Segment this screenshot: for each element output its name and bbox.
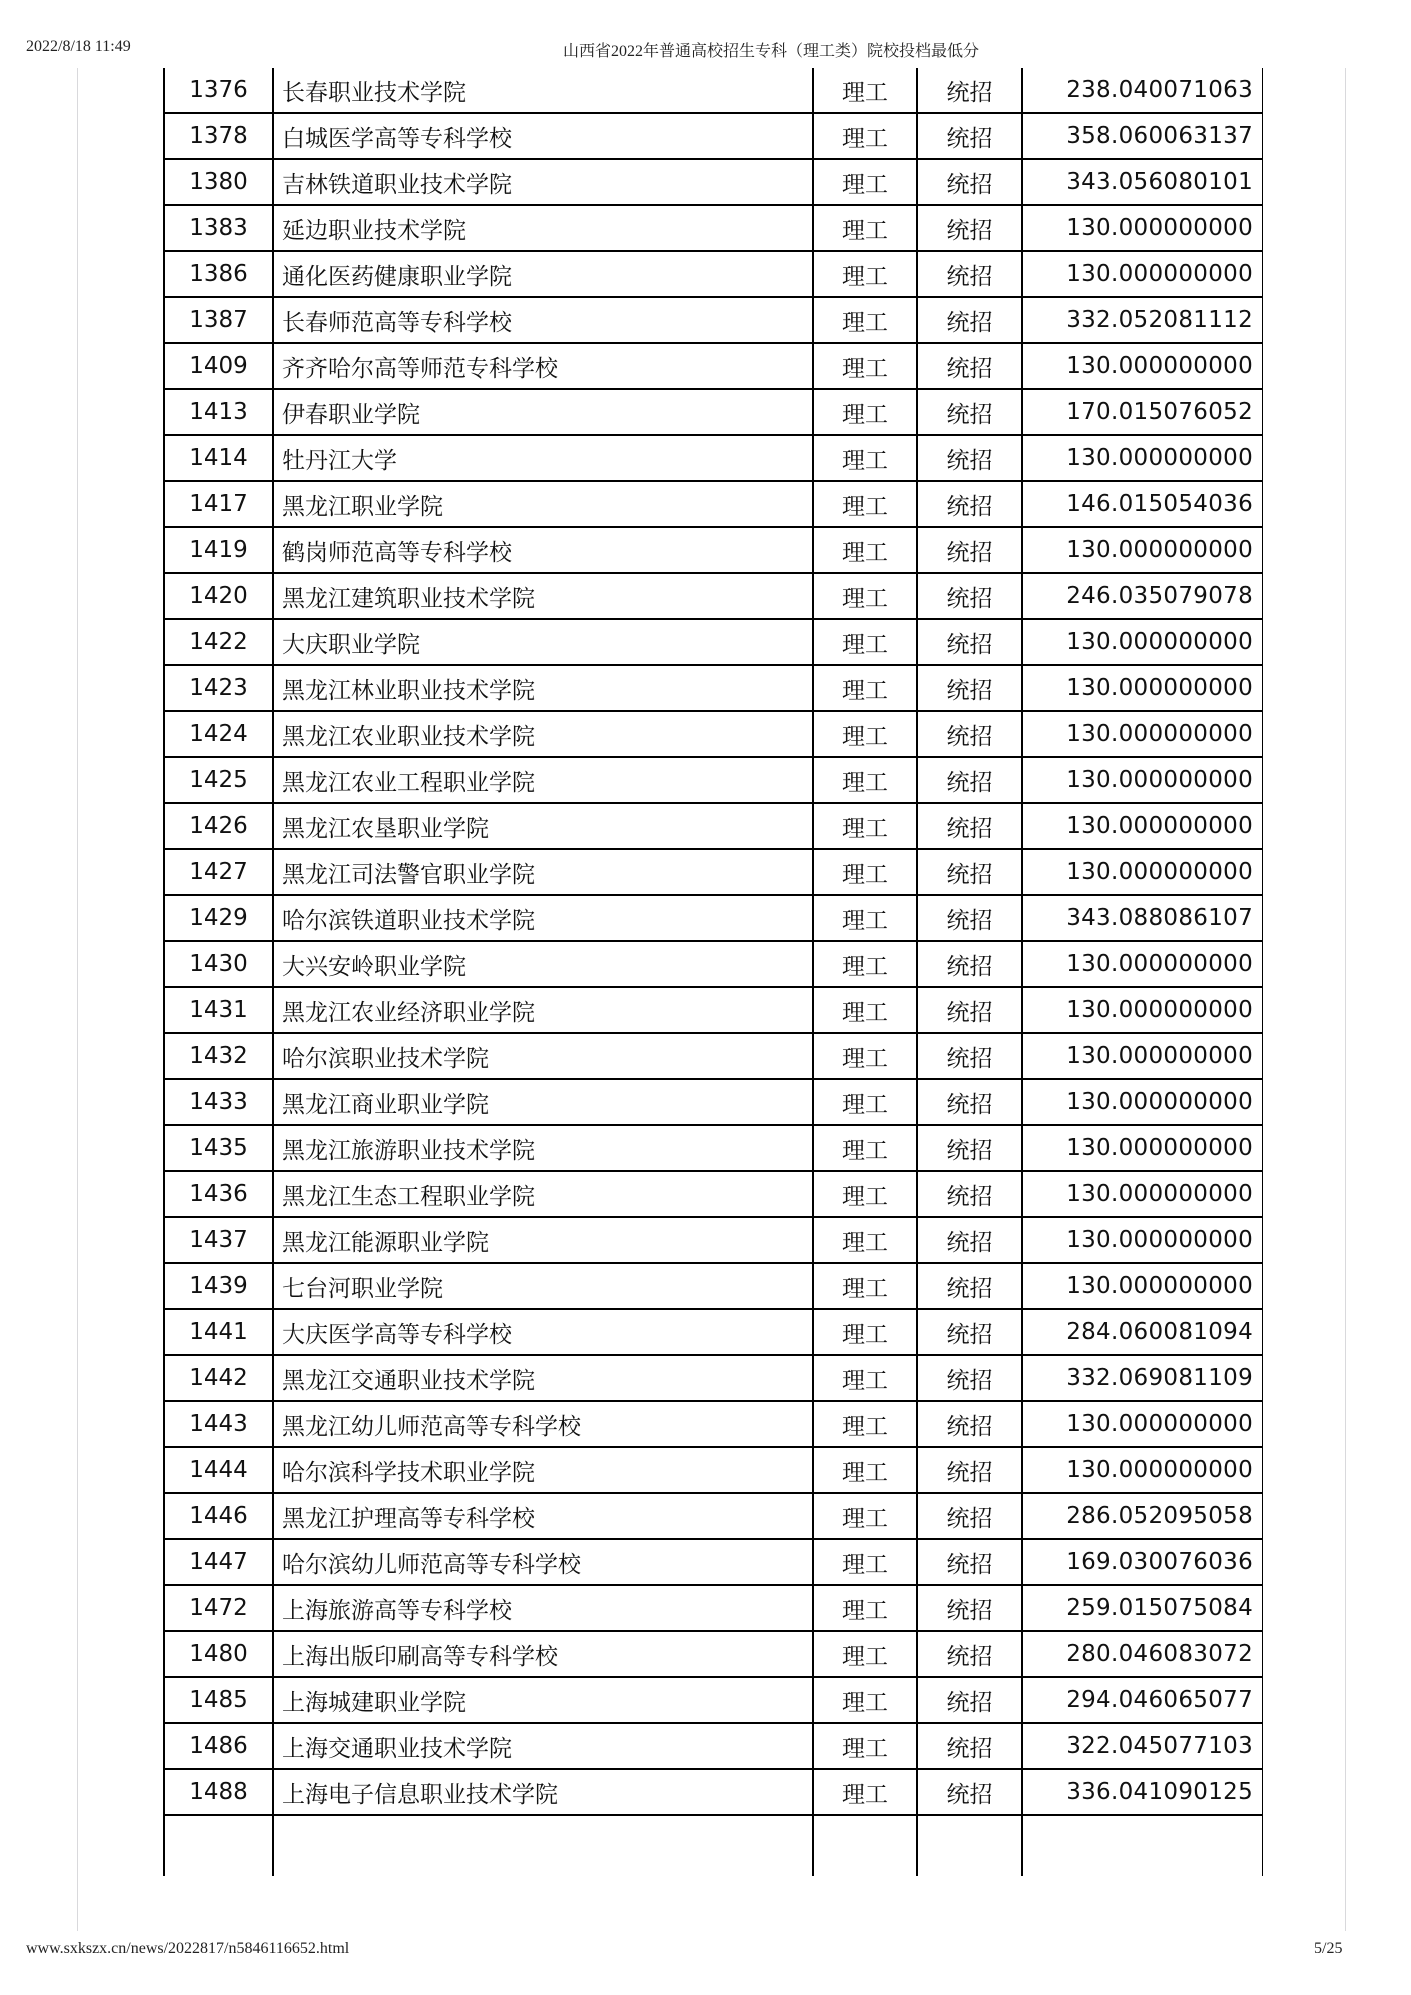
subject-type: 理工 <box>813 527 917 573</box>
min-score: 130.000000000 <box>1022 1447 1263 1493</box>
table-row-continued <box>164 1815 1263 1876</box>
page-margin-right <box>1345 68 1346 1931</box>
subject-type: 理工 <box>813 941 917 987</box>
min-score: 238.040071063 <box>1022 68 1263 113</box>
min-score: 284.060081094 <box>1022 1309 1263 1355</box>
table-row <box>164 1723 1263 1769</box>
enrollment-mode: 统招 <box>917 1401 1022 1447</box>
school-name: 上海城建职业学院 <box>273 1677 813 1723</box>
school-code: 1431 <box>164 987 273 1033</box>
subject-type: 理工 <box>813 1079 917 1125</box>
subject-type: 理工 <box>813 1493 917 1539</box>
min-score: 343.056080101 <box>1022 159 1263 205</box>
school-code: 1413 <box>164 389 273 435</box>
school-code: 1423 <box>164 665 273 711</box>
school-code: 1420 <box>164 573 273 619</box>
min-score: 130.000000000 <box>1022 757 1263 803</box>
min-score: 130.000000000 <box>1022 619 1263 665</box>
subject-type: 理工 <box>813 619 917 665</box>
min-score: 130.000000000 <box>1022 251 1263 297</box>
enrollment-mode: 统招 <box>917 1309 1022 1355</box>
min-score: 130.000000000 <box>1022 711 1263 757</box>
school-code: 1426 <box>164 803 273 849</box>
min-score: 130.000000000 <box>1022 205 1263 251</box>
table-row <box>164 159 1263 205</box>
school-name: 黑龙江能源职业学院 <box>273 1217 813 1263</box>
school-code: 1446 <box>164 1493 273 1539</box>
school-code: 1387 <box>164 297 273 343</box>
enrollment-mode: 统招 <box>917 113 1022 159</box>
subject-type: 理工 <box>813 1309 917 1355</box>
school-name: 通化医药健康职业学院 <box>273 251 813 297</box>
table-row <box>164 251 1263 297</box>
school-name: 牡丹江大学 <box>273 435 813 481</box>
page-margin-left <box>77 68 78 1931</box>
subject-type: 理工 <box>813 987 917 1033</box>
subject-type: 理工 <box>813 481 917 527</box>
table-row <box>164 849 1263 895</box>
enrollment-mode: 统招 <box>917 1217 1022 1263</box>
table-row <box>164 1033 1263 1079</box>
school-code: 1443 <box>164 1401 273 1447</box>
empty-cell <box>917 1815 1022 1876</box>
table-row <box>164 297 1263 343</box>
subject-type: 理工 <box>813 159 917 205</box>
table-row <box>164 1263 1263 1309</box>
table-row <box>164 343 1263 389</box>
table-row <box>164 711 1263 757</box>
min-score: 130.000000000 <box>1022 435 1263 481</box>
subject-type: 理工 <box>813 1033 917 1079</box>
min-score: 336.041090125 <box>1022 1769 1263 1815</box>
table-body <box>164 68 1263 1876</box>
enrollment-mode: 统招 <box>917 527 1022 573</box>
enrollment-mode: 统招 <box>917 1723 1022 1769</box>
table-row <box>164 1539 1263 1585</box>
school-name: 黑龙江职业学院 <box>273 481 813 527</box>
min-score: 130.000000000 <box>1022 849 1263 895</box>
min-score: 358.060063137 <box>1022 113 1263 159</box>
school-name: 白城医学高等专科学校 <box>273 113 813 159</box>
min-score: 343.088086107 <box>1022 895 1263 941</box>
table-row <box>164 803 1263 849</box>
table-row <box>164 573 1263 619</box>
school-code: 1386 <box>164 251 273 297</box>
subject-type: 理工 <box>813 1447 917 1493</box>
enrollment-mode: 统招 <box>917 803 1022 849</box>
enrollment-mode: 统招 <box>917 1585 1022 1631</box>
table-row <box>164 1309 1263 1355</box>
enrollment-mode: 统招 <box>917 1493 1022 1539</box>
table-row <box>164 1079 1263 1125</box>
enrollment-mode: 统招 <box>917 1079 1022 1125</box>
enrollment-mode: 统招 <box>917 1539 1022 1585</box>
school-name: 吉林铁道职业技术学院 <box>273 159 813 205</box>
min-score: 130.000000000 <box>1022 527 1263 573</box>
school-code: 1414 <box>164 435 273 481</box>
school-name: 黑龙江旅游职业技术学院 <box>273 1125 813 1171</box>
subject-type: 理工 <box>813 1171 917 1217</box>
school-code: 1380 <box>164 159 273 205</box>
min-score: 130.000000000 <box>1022 1079 1263 1125</box>
min-score: 322.045077103 <box>1022 1723 1263 1769</box>
table-row <box>164 205 1263 251</box>
school-code: 1447 <box>164 1539 273 1585</box>
min-score: 130.000000000 <box>1022 1401 1263 1447</box>
min-score: 294.046065077 <box>1022 1677 1263 1723</box>
enrollment-mode: 统招 <box>917 481 1022 527</box>
enrollment-mode: 统招 <box>917 1171 1022 1217</box>
enrollment-mode: 统招 <box>917 1263 1022 1309</box>
enrollment-mode: 统招 <box>917 941 1022 987</box>
subject-type: 理工 <box>813 205 917 251</box>
table-row <box>164 619 1263 665</box>
school-name: 上海交通职业技术学院 <box>273 1723 813 1769</box>
school-name: 黑龙江生态工程职业学院 <box>273 1171 813 1217</box>
min-score: 146.015054036 <box>1022 481 1263 527</box>
table-row <box>164 895 1263 941</box>
school-name: 上海旅游高等专科学校 <box>273 1585 813 1631</box>
subject-type: 理工 <box>813 895 917 941</box>
school-name: 长春职业技术学院 <box>273 68 813 113</box>
enrollment-mode: 统招 <box>917 68 1022 113</box>
school-name: 黑龙江农垦职业学院 <box>273 803 813 849</box>
enrollment-mode: 统招 <box>917 1447 1022 1493</box>
min-score: 332.069081109 <box>1022 1355 1263 1401</box>
school-name: 大庆职业学院 <box>273 619 813 665</box>
subject-type: 理工 <box>813 1125 917 1171</box>
enrollment-mode: 统招 <box>917 665 1022 711</box>
subject-type: 理工 <box>813 1631 917 1677</box>
school-code: 1439 <box>164 1263 273 1309</box>
school-name: 哈尔滨铁道职业技术学院 <box>273 895 813 941</box>
min-score: 130.000000000 <box>1022 1033 1263 1079</box>
school-code: 1376 <box>164 68 273 113</box>
subject-type: 理工 <box>813 757 917 803</box>
min-score: 130.000000000 <box>1022 665 1263 711</box>
min-score: 332.052081112 <box>1022 297 1263 343</box>
school-code: 1419 <box>164 527 273 573</box>
min-score: 130.000000000 <box>1022 803 1263 849</box>
table-row <box>164 1401 1263 1447</box>
school-code: 1424 <box>164 711 273 757</box>
min-score: 286.052095058 <box>1022 1493 1263 1539</box>
table-row <box>164 113 1263 159</box>
school-name: 鹤岗师范高等专科学校 <box>273 527 813 573</box>
school-code: 1433 <box>164 1079 273 1125</box>
subject-type: 理工 <box>813 1769 917 1815</box>
table-row <box>164 1585 1263 1631</box>
source-url[interactable]: www.sxkszx.cn/news/2022817/n5846116652.html <box>26 1940 350 1957</box>
school-code: 1485 <box>164 1677 273 1723</box>
enrollment-mode: 统招 <box>917 435 1022 481</box>
school-name: 大庆医学高等专科学校 <box>273 1309 813 1355</box>
table-row <box>164 527 1263 573</box>
school-name: 大兴安岭职业学院 <box>273 941 813 987</box>
enrollment-mode: 统招 <box>917 573 1022 619</box>
subject-type: 理工 <box>813 1355 917 1401</box>
min-score: 170.015076052 <box>1022 389 1263 435</box>
school-code: 1409 <box>164 343 273 389</box>
subject-type: 理工 <box>813 251 917 297</box>
school-name: 上海电子信息职业技术学院 <box>273 1769 813 1815</box>
min-score: 130.000000000 <box>1022 1125 1263 1171</box>
min-score: 130.000000000 <box>1022 1217 1263 1263</box>
empty-cell <box>813 1815 917 1876</box>
enrollment-mode: 统招 <box>917 1033 1022 1079</box>
school-code: 1422 <box>164 619 273 665</box>
school-name: 黑龙江护理高等专科学校 <box>273 1493 813 1539</box>
school-name: 延边职业技术学院 <box>273 205 813 251</box>
subject-type: 理工 <box>813 665 917 711</box>
school-name: 上海出版印刷高等专科学校 <box>273 1631 813 1677</box>
table-row <box>164 68 1263 113</box>
school-name: 哈尔滨幼儿师范高等专科学校 <box>273 1539 813 1585</box>
subject-type: 理工 <box>813 849 917 895</box>
empty-cell <box>164 1815 273 1876</box>
table-row <box>164 435 1263 481</box>
subject-type: 理工 <box>813 343 917 389</box>
min-score: 130.000000000 <box>1022 1171 1263 1217</box>
enrollment-mode: 统招 <box>917 895 1022 941</box>
min-score: 130.000000000 <box>1022 987 1263 1033</box>
subject-type: 理工 <box>813 1217 917 1263</box>
school-name: 哈尔滨科学技术职业学院 <box>273 1447 813 1493</box>
subject-type: 理工 <box>813 113 917 159</box>
school-code: 1488 <box>164 1769 273 1815</box>
school-code: 1480 <box>164 1631 273 1677</box>
enrollment-mode: 统招 <box>917 1355 1022 1401</box>
school-name: 七台河职业学院 <box>273 1263 813 1309</box>
school-code: 1425 <box>164 757 273 803</box>
subject-type: 理工 <box>813 803 917 849</box>
print-timestamp: 2022/8/18 11:49 <box>26 38 131 55</box>
admission-score-table <box>163 68 1263 1876</box>
school-code: 1427 <box>164 849 273 895</box>
enrollment-mode: 统招 <box>917 1677 1022 1723</box>
school-name: 伊春职业学院 <box>273 389 813 435</box>
school-name: 黑龙江司法警官职业学院 <box>273 849 813 895</box>
min-score: 280.046083072 <box>1022 1631 1263 1677</box>
school-code: 1435 <box>164 1125 273 1171</box>
enrollment-mode: 统招 <box>917 205 1022 251</box>
min-score: 130.000000000 <box>1022 941 1263 987</box>
school-name: 黑龙江农业工程职业学院 <box>273 757 813 803</box>
school-code: 1432 <box>164 1033 273 1079</box>
school-name: 长春师范高等专科学校 <box>273 297 813 343</box>
min-score: 246.035079078 <box>1022 573 1263 619</box>
table-row <box>164 1217 1263 1263</box>
subject-type: 理工 <box>813 297 917 343</box>
subject-type: 理工 <box>813 1401 917 1447</box>
table-row <box>164 757 1263 803</box>
table-row <box>164 1171 1263 1217</box>
enrollment-mode: 统招 <box>917 251 1022 297</box>
admission-table-container <box>163 68 1263 1931</box>
enrollment-mode: 统招 <box>917 757 1022 803</box>
subject-type: 理工 <box>813 1585 917 1631</box>
subject-type: 理工 <box>813 389 917 435</box>
subject-type: 理工 <box>813 435 917 481</box>
subject-type: 理工 <box>813 1539 917 1585</box>
enrollment-mode: 统招 <box>917 1125 1022 1171</box>
school-name: 黑龙江林业职业技术学院 <box>273 665 813 711</box>
school-code: 1417 <box>164 481 273 527</box>
school-name: 黑龙江建筑职业技术学院 <box>273 573 813 619</box>
enrollment-mode: 统招 <box>917 343 1022 389</box>
enrollment-mode: 统招 <box>917 389 1022 435</box>
enrollment-mode: 统招 <box>917 1631 1022 1677</box>
page-title: 山西省2022年普通高校招生专科（理工类）院校投档最低分 <box>563 43 980 60</box>
enrollment-mode: 统招 <box>917 297 1022 343</box>
enrollment-mode: 统招 <box>917 987 1022 1033</box>
school-code: 1429 <box>164 895 273 941</box>
school-name: 黑龙江交通职业技术学院 <box>273 1355 813 1401</box>
school-code: 1430 <box>164 941 273 987</box>
table-row <box>164 941 1263 987</box>
school-code: 1436 <box>164 1171 273 1217</box>
subject-type: 理工 <box>813 1263 917 1309</box>
school-code: 1437 <box>164 1217 273 1263</box>
enrollment-mode: 统招 <box>917 711 1022 757</box>
min-score: 130.000000000 <box>1022 343 1263 389</box>
school-code: 1441 <box>164 1309 273 1355</box>
school-code: 1442 <box>164 1355 273 1401</box>
subject-type: 理工 <box>813 68 917 113</box>
enrollment-mode: 统招 <box>917 1769 1022 1815</box>
table-row <box>164 1447 1263 1493</box>
table-row <box>164 987 1263 1033</box>
school-code: 1383 <box>164 205 273 251</box>
table-row <box>164 1769 1263 1815</box>
table-row <box>164 1493 1263 1539</box>
min-score: 130.000000000 <box>1022 1263 1263 1309</box>
school-code: 1378 <box>164 113 273 159</box>
school-code: 1486 <box>164 1723 273 1769</box>
enrollment-mode: 统招 <box>917 849 1022 895</box>
table-row <box>164 1125 1263 1171</box>
school-name: 黑龙江农业职业技术学院 <box>273 711 813 757</box>
subject-type: 理工 <box>813 711 917 757</box>
school-name: 黑龙江农业经济职业学院 <box>273 987 813 1033</box>
table-row <box>164 665 1263 711</box>
school-code: 1444 <box>164 1447 273 1493</box>
table-row <box>164 481 1263 527</box>
table-row <box>164 1631 1263 1677</box>
school-name: 黑龙江商业职业学院 <box>273 1079 813 1125</box>
empty-cell <box>273 1815 813 1876</box>
min-score: 259.015075084 <box>1022 1585 1263 1631</box>
school-name: 齐齐哈尔高等师范专科学校 <box>273 343 813 389</box>
table-row <box>164 1355 1263 1401</box>
table-row <box>164 389 1263 435</box>
enrollment-mode: 统招 <box>917 159 1022 205</box>
school-name: 哈尔滨职业技术学院 <box>273 1033 813 1079</box>
min-score: 169.030076036 <box>1022 1539 1263 1585</box>
empty-cell <box>1022 1815 1263 1876</box>
subject-type: 理工 <box>813 1677 917 1723</box>
school-name: 黑龙江幼儿师范高等专科学校 <box>273 1401 813 1447</box>
enrollment-mode: 统招 <box>917 619 1022 665</box>
school-code: 1472 <box>164 1585 273 1631</box>
subject-type: 理工 <box>813 1723 917 1769</box>
table-row <box>164 1677 1263 1723</box>
subject-type: 理工 <box>813 573 917 619</box>
page-number: 5/25 <box>1314 1940 1343 1957</box>
